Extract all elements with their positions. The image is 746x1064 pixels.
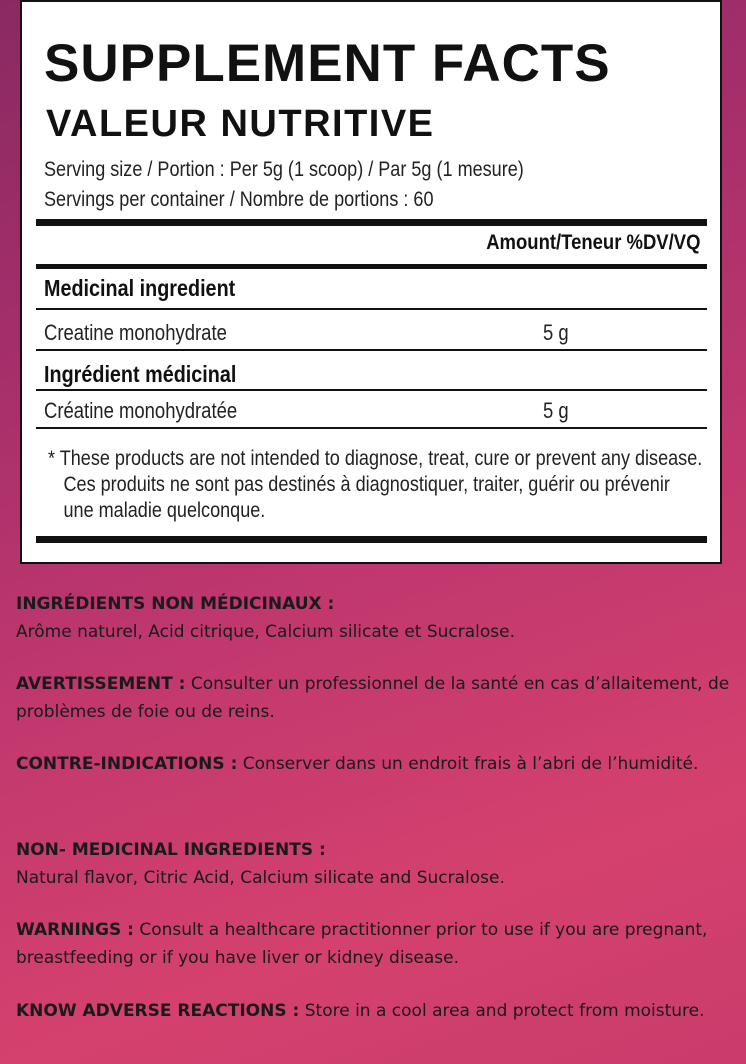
divider-thin xyxy=(36,389,707,391)
ingredient-amount-fr: 5 g xyxy=(543,398,569,423)
ingredient-name-fr: Créatine monohydratée xyxy=(44,398,238,423)
section-non-medicinal-fr xyxy=(16,590,732,646)
divider-thin xyxy=(36,427,707,429)
section-heading: WARNINGS : xyxy=(16,920,134,940)
divider-thin xyxy=(36,308,707,310)
facts-subtitle: VALEUR NUTRITIVE xyxy=(46,103,435,145)
section-heading: KNOW ADVERSE REACTIONS : xyxy=(16,1001,300,1021)
section-body: Arôme naturel, Acid citrique, Calcium silicate et Sucralose. xyxy=(16,622,516,642)
divider-thick xyxy=(36,536,707,543)
section-body: Conserver dans un endroit frais à l’abri de l’humidité. xyxy=(237,754,699,774)
disclaimer-line: * These products are not intended to diagnose, treat, cure or prevent any disease. xyxy=(48,447,703,470)
section-adverse-reactions-en xyxy=(16,997,732,1025)
divider-thin xyxy=(36,349,707,351)
disclaimer-line: une maladie quelconque. xyxy=(63,499,266,522)
facts-title: SUPPLEMENT FACTS xyxy=(44,34,611,93)
ingredient-name: Creatine monohydrate xyxy=(44,320,227,345)
section-contraindications-fr xyxy=(16,750,732,778)
section-heading: INGRÉDIENTS NON MÉDICINAUX : xyxy=(16,594,335,614)
amount-header: Amount/Teneur %DV/VQ xyxy=(485,231,700,254)
servings-per-container: Servings per container / Nombre de portions : 60 xyxy=(44,188,434,211)
section-warning-fr xyxy=(16,670,732,726)
divider-thick xyxy=(36,219,707,226)
serving-size: Serving size / Portion : Per 5g (1 scoop) / Par 5g (1 mesure) xyxy=(44,158,524,181)
medicinal-ingredient-heading-fr: Ingrédient médicinal xyxy=(44,361,237,387)
section-warnings-en xyxy=(16,916,732,972)
section-heading: NON- MEDICINAL INGREDIENTS : xyxy=(16,840,326,860)
divider-medium xyxy=(36,264,707,269)
section-body: Consulter un professionnel de la santé en cas d’allaitement, de problèmes de foie ou de reins. xyxy=(16,674,730,722)
serving-info xyxy=(44,155,524,215)
ingredient-amount: 5 g xyxy=(543,320,569,345)
disclaimer-line: Ces produits ne sont pas destinés à diagnostiquer, traiter, guérir ou prévenir xyxy=(63,473,670,496)
disclaimer xyxy=(48,446,703,524)
section-body: Natural flavor, Citric Acid, Calcium silicate and Sucralose. xyxy=(16,868,505,888)
section-body: Store in a cool area and protect from moisture. xyxy=(299,1001,705,1021)
section-body: Consult a healthcare practitionner prior to use if you are pregnant, breastfeeding or if you have liver or kidney disease. xyxy=(16,920,708,968)
supplement-facts-panel xyxy=(20,0,722,564)
medicinal-ingredient-heading: Medicinal ingredient xyxy=(44,275,236,301)
section-heading: AVERTISSEMENT : xyxy=(16,674,186,694)
section-heading: CONTRE-INDICATIONS : xyxy=(16,754,238,774)
section-non-medicinal-en xyxy=(16,836,732,892)
